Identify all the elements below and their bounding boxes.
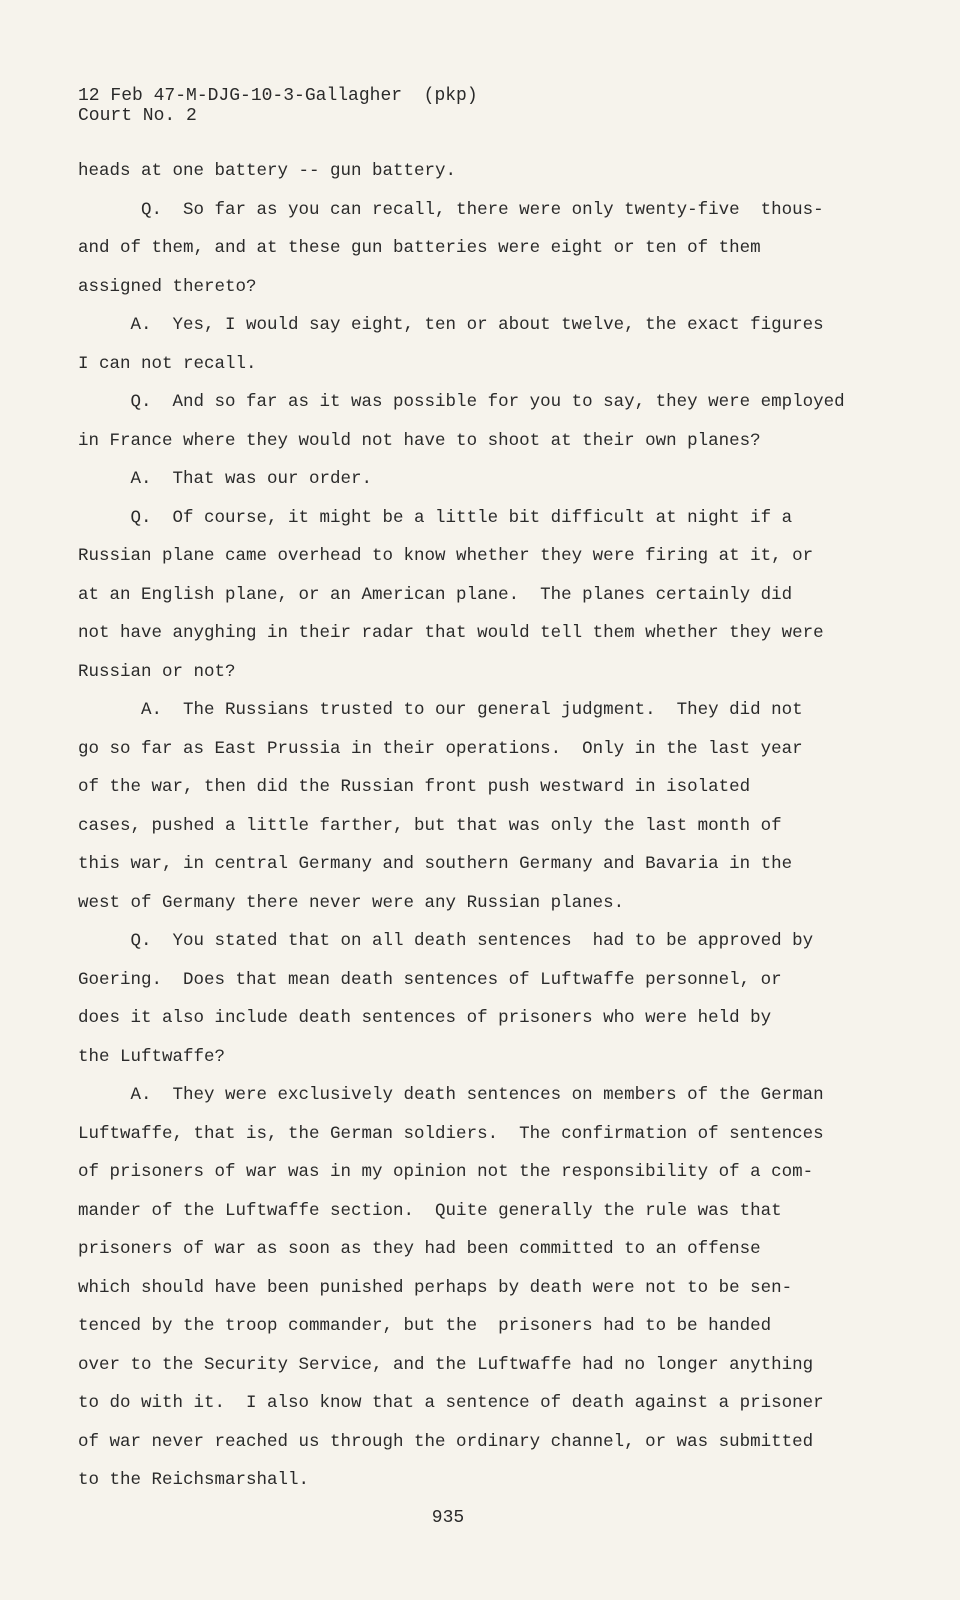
text-line: at an English plane, or an American plane. The planes certainly did [78,584,793,605]
text-line: Russian plane came overhead to know whether they were firing at it, or [78,546,814,566]
text-line: over to the Security Service, and the Luftwaffe had no longer anything [78,1354,814,1375]
header-line-court: Court No. 2 [78,106,197,126]
text-line: tenced by the troop commander, but the prisoners had to be handed [78,1316,772,1336]
text-line: west of Germany there never were any Russian planes. [78,892,625,913]
text-line: the Luftwaffe? [78,1046,226,1067]
text-line: A. Yes, I would say eight, ten or about twelve, the exact figures [78,315,824,335]
text-line: not have anyghing in their radar that would tell them whether they were [78,623,824,643]
text-line: Q. And so far as it was possible for you to say, they were employed [78,392,845,412]
text-line: go so far as East Prussia in their operations. Only in the last year [78,738,803,759]
document-header [78,86,478,126]
text-line: mander of the Luftwaffe section. Quite generally the rule was that [78,1200,782,1221]
text-line: heads at one battery -- gun battery. [78,161,457,181]
text-line: A. The Russians trusted to our general judgment. They did not [78,700,803,720]
text-line: of prisoners of war was in my opinion not the responsibility of a com- [78,1162,814,1182]
text-line: assigned thereto? [78,276,257,297]
text-line: A. They were exclusively death sentences on members of the German [78,1085,824,1105]
text-line: prisoners of war as soon as they had been committed to an offense [78,1239,761,1259]
text-line: Q. So far as you can recall, there were only twenty-five thous- [78,199,824,220]
page-number: 935 [431,1508,465,1528]
text-line: I can not recall. [78,353,257,374]
text-line: to the Reichsmarshall. [78,1470,310,1490]
text-line: in France where they would not have to shoot at their own planes? [78,430,761,451]
header-line-date-ref: 12 Feb 47-M-DJG-10-3-Gallagher (pkp) [78,86,478,106]
text-line: Q. You stated that on all death sentences had to be approved by [78,931,814,951]
text-line: cases, pushed a little farther, but that was only the last month of [78,815,782,836]
text-line: A. That was our order. [78,469,373,489]
text-line: does it also include death sentences of prisoners who were held by [78,1008,772,1028]
text-line: Luftwaffe, that is, the German soldiers. The confirmation of sentences [78,1123,824,1144]
text-line: of the war, then did the Russian front push westward in isolated [78,777,751,797]
text-line: this war, in central Germany and southern Germany and Bavaria in the [78,854,793,874]
transcript-body [78,152,845,1500]
text-line: and of them, and at these gun batteries were eight or ten of them [78,238,761,258]
text-line: to do with it. I also know that a sentence of death against a prisoner [78,1393,824,1413]
text-line: Russian or not? [78,661,236,682]
text-line: Q. Of course, it might be a little bit difficult at night if a [78,507,793,528]
text-line: of war never reached us through the ordinary channel, or was submitted [78,1431,814,1452]
text-line: Goering. Does that mean death sentences of Luftwaffe personnel, or [78,969,782,990]
text-line: which should have been punished perhaps by death were not to be sen- [78,1277,793,1298]
